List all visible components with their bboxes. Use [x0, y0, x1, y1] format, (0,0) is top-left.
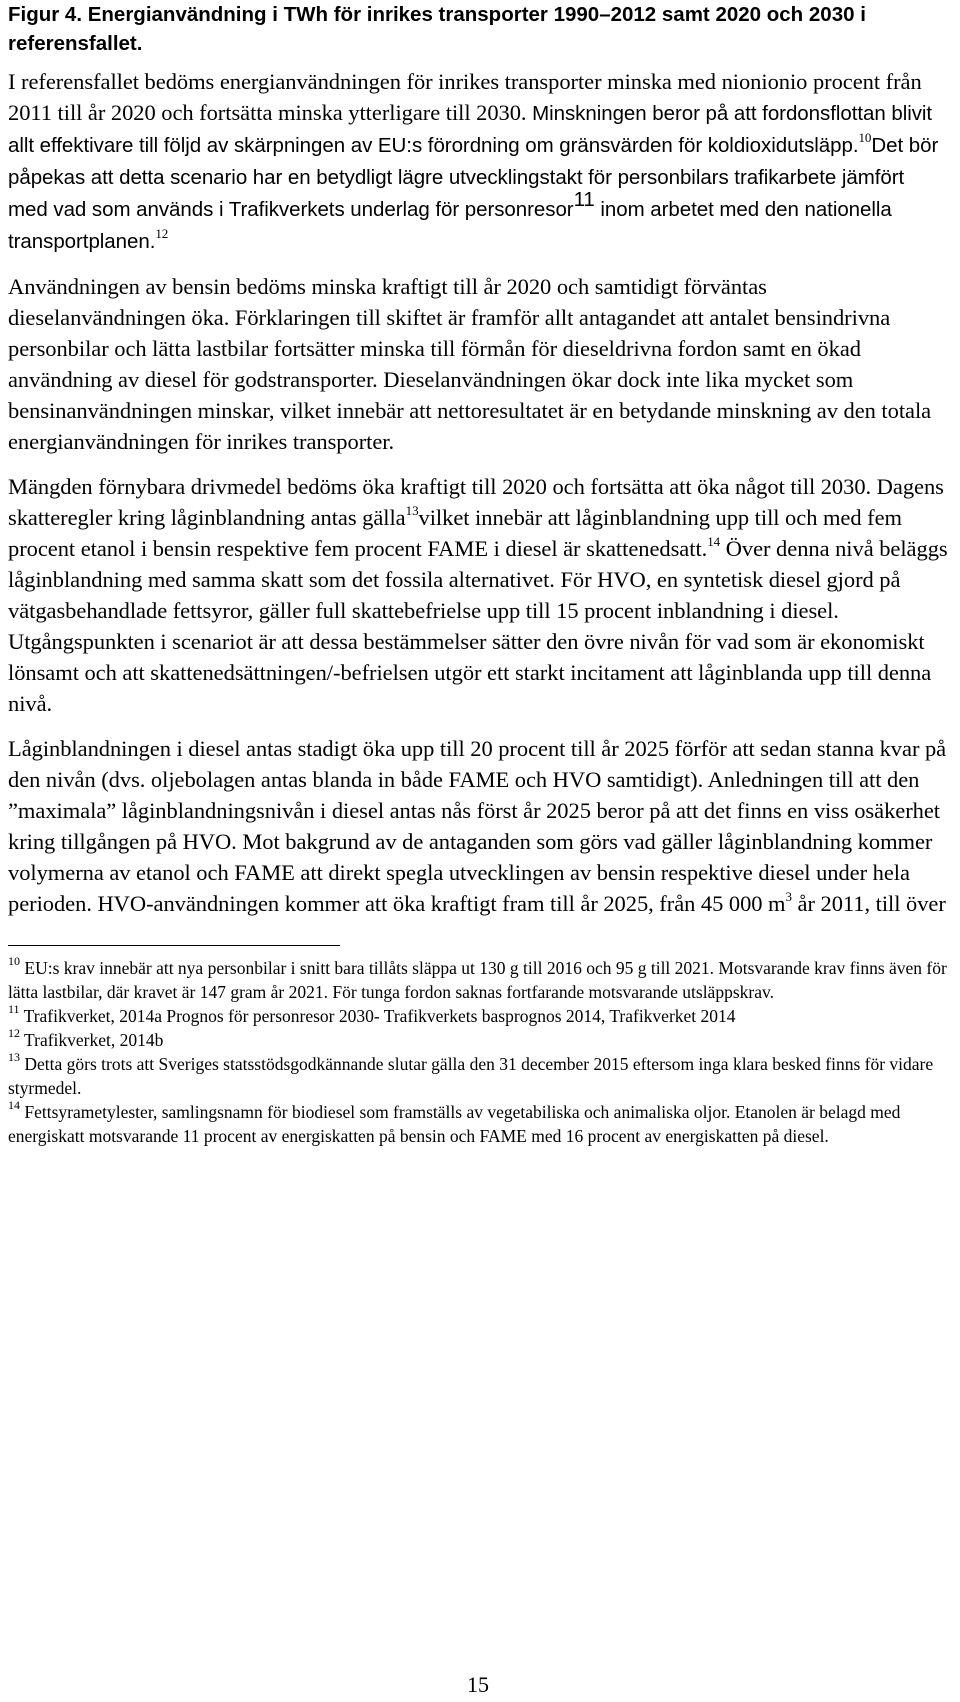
paragraph-4-part-2: år 2011, till över: [791, 891, 946, 916]
paragraph-2: Användningen av bensin bedöms minska kraftigt till år 2020 och samtidigt förväntas dieselanvändningen öka. Förklaringen till skiftet är framför allt antagandet att antalet bensindrivna personbilar och lätta lastbilar fortsätter minska till förmån för dieseldrivna fordon samt en ökad användning av diesel för godstransporter. Dieselanvändningen ökar dock inte lika mycket som bensinanvändningen minskar, vilket innebär att nettoresultatet är en betydande minskning av den totala energianvändningen för inrikes transporter.: [8, 274, 932, 454]
footnote-ref-13[interactable]: 13: [405, 502, 419, 518]
footnote-number: 11: [8, 1002, 20, 1017]
paragraph-4: [8, 733, 948, 919]
paragraph-1-sentence-3: Det bör påpekas att detta scenario har en betydligt lägre utvecklingstakt för personbilars trafikarbete jämfört med vad som används i Trafikverkets underlag för personresor: [8, 134, 939, 221]
footnote-text: Detta görs trots att Sveriges statsstödsgodkännande slutar gälla den 31 december 2015 eftersom inga klara besked finns för vidare styrmedel.: [8, 1054, 934, 1098]
cubic-superscript: 3: [785, 888, 792, 904]
footnote-number: 13: [8, 1050, 20, 1065]
footnote-text: Trafikverket, 2014b: [20, 1030, 164, 1050]
footnote-ref-14[interactable]: 14: [707, 533, 721, 549]
footnote-12: [8, 1028, 948, 1052]
paragraph-3-part-1: Mängden förnybara drivmedel bedöms öka kraftigt till 2020 och fortsätta att öka något till 2030. Dagens skatteregler kring låginblandning antas gälla: [8, 474, 944, 530]
paragraph-1-sentence-1: I referensfallet bedöms energianvändningen för inrikes transporter minska med nionionio procent från 2011 till år 2020 och fortsätta minska ytterligare till 2030.: [8, 69, 922, 125]
document-page: [8, 0, 948, 1697]
footnote-10: [8, 956, 948, 1004]
paragraph-1-sentence-2: Minskningen beror på att fordonsflottan blivit allt effektivare till följd av skärpningen av EU:s förordning om gränsvärden för koldioxidutsläpp.: [8, 102, 933, 157]
paragraph-4-part-1: Låginblandningen i diesel antas stadigt öka upp till 20 procent till år 2025 förför att sedan stanna kvar på den nivån (dvs. oljebolagen antas blanda in både FAME och HVO samtidigt). Anledningen till att den ”maximala” låginblandningsnivån i diesel antas nås först år 2025 beror på att det finns en viss osäkerhet kring tillgången på HVO. Mot bakgrund av de antaganden som görs vad gäller låginblandning kommer volymerna av etanol och FAME att direkt spegla utvecklingen av bensin respektive diesel under hela perioden. HVO-användningen kommer att öka kraftigt fram till år 2025, från 45 000 m: [8, 736, 947, 916]
footnote-text: Trafikverket, 2014a Prognos för personresor 2030- Trafikverkets basprognos 2014, Trafikverket 2014: [19, 1006, 736, 1026]
footnote-number: 10: [8, 954, 20, 969]
page-number: 15: [467, 1672, 489, 1697]
footnote-ref-12[interactable]: 12: [155, 225, 169, 241]
footnotes: [8, 956, 948, 1148]
paragraph-3-part-3: Över denna nivå beläggs låginblandning med samma skatt som det fossila alternativet. För HVO, en syntetisk diesel gjord på vätgasbehandlade fettsyror, gäller full skattebefrielse upp till 15 procent inblandning i diesel. Utgångspunkten i scenariot är att dessa bestämmelser sätter den övre nivån för vad som är ekonomiskt lönsamt och att skattenedsättningen/-befrielsen utgör ett starkt incitament att låginblanda upp till denna nivå.: [8, 536, 948, 716]
footnote-13: [8, 1052, 948, 1100]
paragraph-3: [8, 471, 948, 719]
footnote-number: 14: [8, 1098, 20, 1113]
footnote-separator: [8, 945, 340, 946]
footnote-number: 12: [8, 1026, 20, 1041]
paragraph-3-part-2: vilket innebär att låginblandning upp till och med fem procent etanol i bensin respektive fem procent FAME i diesel är skattenedsatt.: [8, 505, 902, 561]
paragraph-1-sentence-4: inom arbetet med den nationella transportplanen.: [8, 198, 892, 253]
figure-caption: Figur 4. Energianvändning i TWh för inrikes transporter 1990–2012 samt 2020 och 2030 i referensfallet.: [8, 3, 866, 55]
footnote-text: EU:s krav innebär att nya personbilar i snitt bara tillåts släppa ut 130 g till 2016 och 95 g till 2021. Motsvarande krav finns även för lätta lastbilar, där kravet är 147 gram år 2021. För tunga fordon saknas fortfarande motsvarande utsläppskrav.: [8, 958, 947, 1002]
footnote-14: [8, 1100, 948, 1148]
footnote-11: [8, 1004, 948, 1028]
footnote-ref-10[interactable]: 10: [858, 129, 872, 145]
footnote-text: Fettsyrametylester, samlingsnamn för biodiesel som framställs av vegetabiliska och animaliska oljor. Etanolen är belagd med energiskatt motsvarande 11 procent av energiskatten på bensin och FAME med 16 procent av energiskatten på diesel.: [8, 1102, 901, 1146]
footnote-ref-11[interactable]: 11: [573, 187, 595, 211]
paragraph-1: [8, 66, 948, 257]
